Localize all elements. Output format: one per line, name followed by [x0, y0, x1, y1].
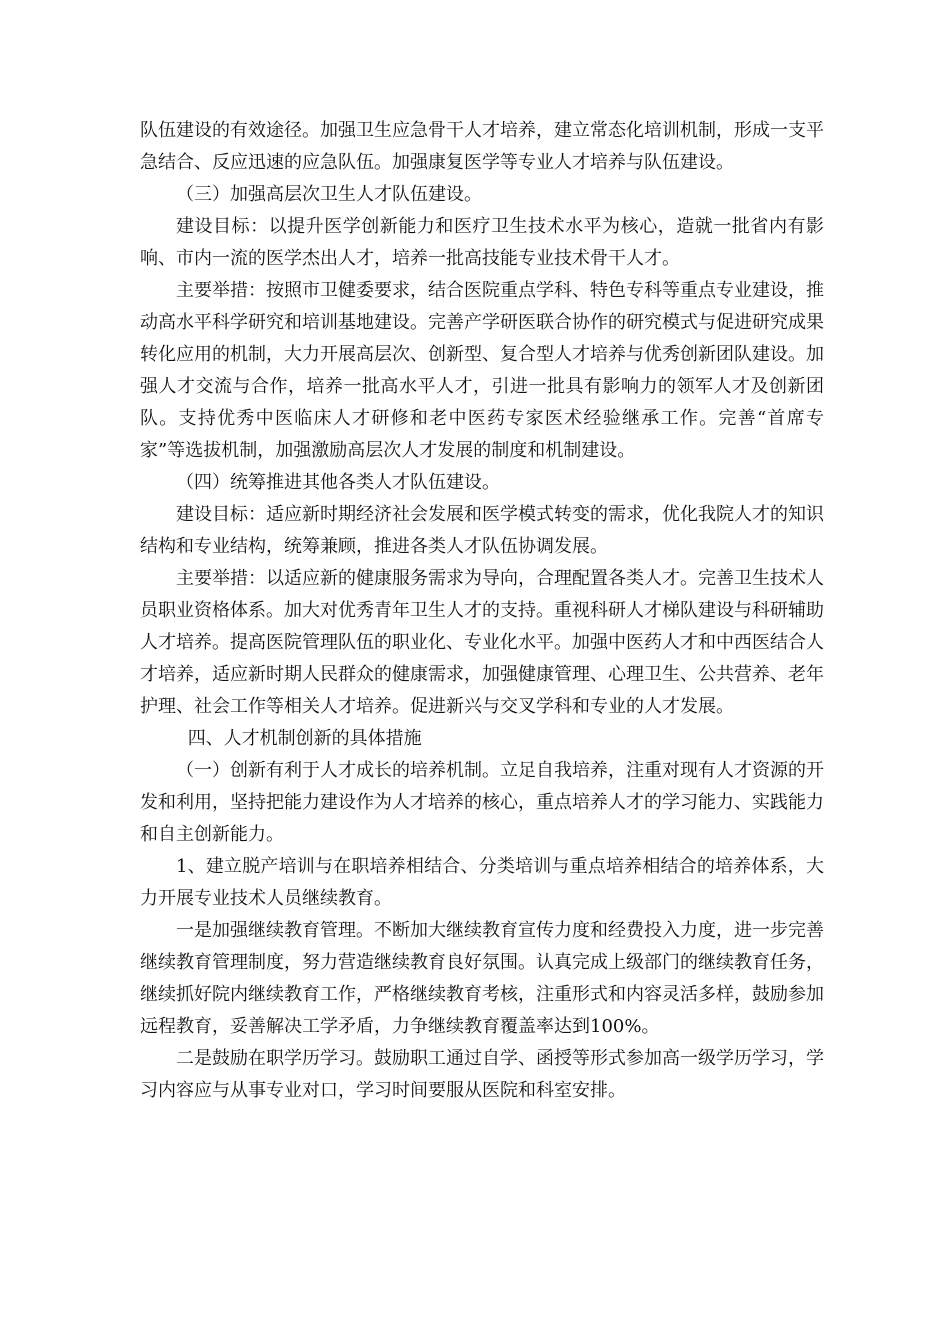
chapter-heading-mechanism-innovation: 四、人才机制创新的具体措施	[187, 728, 422, 749]
paragraph-high-level-measures: 主要举措：按照市卫健委要求，结合医院重点学科、特色专科等重点专业建设，推动高水平科学研究和培训基地建设。完善产学研医联合协作的研究模式与促进研究成果转化应用的机制，大力开展高层次、创新型、复合型人才培养与优秀创新团队建设。加强人才交流与合作，培养一批高水平人才，引进一批具有影响力的领军人才及创新团队。支持优秀中医临床人才研修和老中医药专家医术经验继承工作。完善“首席专家”等选拔机制，加强激励高层次人才发展的制度和机制建设。	[140, 280, 824, 461]
paragraph-continuing-education: 一是加强继续教育管理。不断加大继续教育宣传力度和经费投入力度，进一步完善继续教育管理制度，努力营造继续教育良好氛围。认真完成上级部门的继续教育任务，继续抓好院内继续教育工作，严格继续教育考核，注重形式和内容灵活多样，鼓励参加远程教育，妥善解决工学矛盾，力争继续教育覆盖率达到100%。	[140, 920, 824, 1037]
paragraph-other-measures: 主要举措：以适应新的健康服务需求为导向，合理配置各类人才。完善卫生技术人员职业资格体系。加大对优秀青年卫生人才的支持。重视科研人才梯队建设与科研辅助人才培养。提高医院管理队伍的职业化、专业化水平。加强中医药人才和中西医结合人才培养，适应新时期人民群众的健康需求，加强健康管理、心理卫生、公共营养、老年护理、社会工作等相关人才培养。促进新兴与交叉学科和专业的人才发展。	[140, 568, 824, 717]
paragraph-other-goal: 建设目标：适应新时期经济社会发展和医学模式转变的需求，优化我院人才的知识结构和专业结构，统筹兼顾，推进各类人才队伍协调发展。	[140, 504, 824, 557]
paragraph-degree-study: 二是鼓励在职学历学习。鼓励职工通过自学、函授等形式参加高一级学历学习，学习内容应与从事专业对口，学习时间要服从医院和科室安排。	[140, 1048, 824, 1101]
paragraph-training-system: 1、建立脱产培训与在职培养相结合、分类培训与重点培养相结合的培养体系，大力开展专业技术人员继续教育。	[140, 856, 824, 909]
paragraph-high-level-goal: 建设目标：以提升医学创新能力和医疗卫生技术水平为核心，造就一批省内有影响、市内一流的医学杰出人才，培养一批高技能专业技术骨干人才。	[140, 216, 824, 269]
paragraph-team-building-path: 队伍建设的有效途径。加强卫生应急骨干人才培养，建立常态化培训机制，形成一支平急结合、反应迅速的应急队伍。加强康复医学等专业人才培养与队伍建设。	[140, 120, 824, 173]
document-body	[140, 115, 824, 1107]
section-heading-other-talent: （四）统筹推进其他各类人才队伍建设。	[176, 472, 500, 493]
paragraph-training-mechanism: （一）创新有利于人才成长的培养机制。立足自我培养，注重对现有人才资源的开发和利用，坚持把能力建设作为人才培养的核心，重点培养人才的学习能力、实践能力和自主创新能力。	[140, 760, 824, 845]
section-heading-high-level-talent: （三）加强高层次卫生人才队伍建设。	[176, 184, 482, 205]
